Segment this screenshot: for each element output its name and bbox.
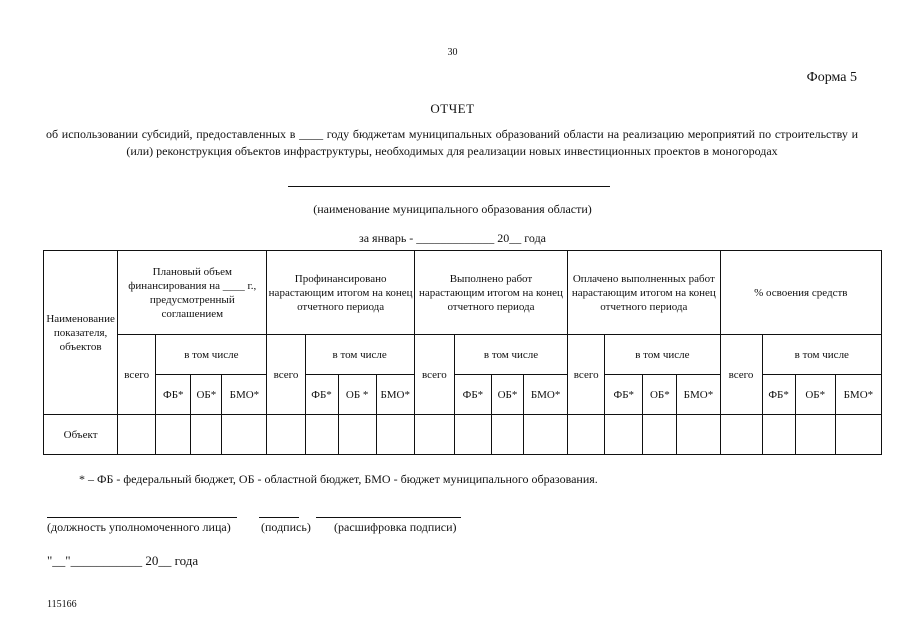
- including-header: в том числе: [305, 335, 414, 375]
- group-paid: Оплачено выполненных работ нарастающим итогом на конец отчетного периода: [568, 251, 720, 335]
- including-header: в том числе: [762, 335, 881, 375]
- group-completed: Выполнено работ нарастающим итогом на конец отчетного периода: [414, 251, 567, 335]
- municipality-caption: (наименование муниципального образования области): [313, 202, 592, 216]
- report-table: [43, 250, 882, 455]
- table-cell[interactable]: [305, 415, 338, 455]
- table-cell[interactable]: [524, 415, 568, 455]
- table-cell[interactable]: [568, 415, 605, 455]
- bmo-header: БМО*: [677, 375, 720, 415]
- decode-caption: (расшифровка подписи): [334, 520, 457, 534]
- report-title: ОТЧЕТ: [430, 101, 475, 116]
- position-signature-line: [47, 517, 237, 518]
- decode-signature-line: [316, 517, 461, 518]
- page-number: 30: [447, 47, 458, 58]
- table-cell[interactable]: [156, 415, 191, 455]
- table-cell[interactable]: [795, 415, 835, 455]
- total-header: всего: [118, 335, 156, 415]
- bmo-header: БМО*: [524, 375, 568, 415]
- bmo-header: БМО*: [835, 375, 881, 415]
- report-period: за январь - _____________ 20__ года: [358, 231, 547, 245]
- table-cell[interactable]: [643, 415, 677, 455]
- total-header: всего: [568, 335, 605, 415]
- table-cell[interactable]: [491, 415, 523, 455]
- group-planned: Плановый объем финансирования на ____ г., предусмотренный соглашением: [118, 251, 267, 335]
- fb-header: ФБ*: [156, 375, 191, 415]
- municipality-blank-line: [288, 186, 610, 187]
- report-subtitle: об использовании субсидий, предоставленных в ____ году бюджетам муниципальных образований области на реализацию мероприятий по строительству и (или) реконструкция объектов инфраструктуры, необходимых для реализации новых инвестиционных проектов в моногородах: [46, 127, 858, 158]
- table-cell[interactable]: [454, 415, 491, 455]
- date-line: "__"___________ 20__ года: [47, 553, 199, 568]
- table-cell[interactable]: [118, 415, 156, 455]
- including-header: в том числе: [156, 335, 267, 375]
- including-header: в том числе: [454, 335, 567, 375]
- table-cell[interactable]: [605, 415, 643, 455]
- total-header: всего: [414, 335, 454, 415]
- document-code: 115166: [47, 599, 77, 610]
- fb-header: ФБ*: [454, 375, 491, 415]
- col-name-header: Наименование показателя, объектов: [44, 251, 118, 415]
- including-header: в том числе: [605, 335, 720, 375]
- table-cell[interactable]: [720, 415, 762, 455]
- table-cell[interactable]: [677, 415, 720, 455]
- ob-header: ОБ *: [338, 375, 376, 415]
- table-cell[interactable]: [222, 415, 267, 455]
- bmo-header: БМО*: [376, 375, 414, 415]
- ob-header: ОБ*: [643, 375, 677, 415]
- table-cell[interactable]: [338, 415, 376, 455]
- table-cell[interactable]: [835, 415, 881, 455]
- total-header: всего: [720, 335, 762, 415]
- table-cell[interactable]: [376, 415, 414, 455]
- ob-header: ОБ*: [795, 375, 835, 415]
- ob-header: ОБ*: [491, 375, 523, 415]
- table-cell[interactable]: [267, 415, 305, 455]
- table-cell[interactable]: [414, 415, 454, 455]
- bmo-header: БМО*: [222, 375, 267, 415]
- table-cell[interactable]: [762, 415, 795, 455]
- position-caption: (должность уполномоченного лица): [47, 520, 231, 534]
- group-financed: Профинансировано нарастающим итогом на конец отчетного периода: [267, 251, 414, 335]
- object-row-label: Объект: [44, 415, 118, 455]
- ob-header: ОБ*: [191, 375, 222, 415]
- table-cell[interactable]: [191, 415, 222, 455]
- form-label: Форма 5: [806, 70, 857, 85]
- sign-caption: (подпись): [261, 520, 311, 534]
- sign-signature-line: [259, 517, 299, 518]
- total-header: всего: [267, 335, 305, 415]
- footnote: * – ФБ - федеральный бюджет, ОБ - областной бюджет, БМО - бюджет муниципального образования.: [79, 472, 598, 486]
- fb-header: ФБ*: [762, 375, 795, 415]
- fb-header: ФБ*: [605, 375, 643, 415]
- group-percent: % освоения средств: [720, 251, 881, 335]
- fb-header: ФБ*: [305, 375, 338, 415]
